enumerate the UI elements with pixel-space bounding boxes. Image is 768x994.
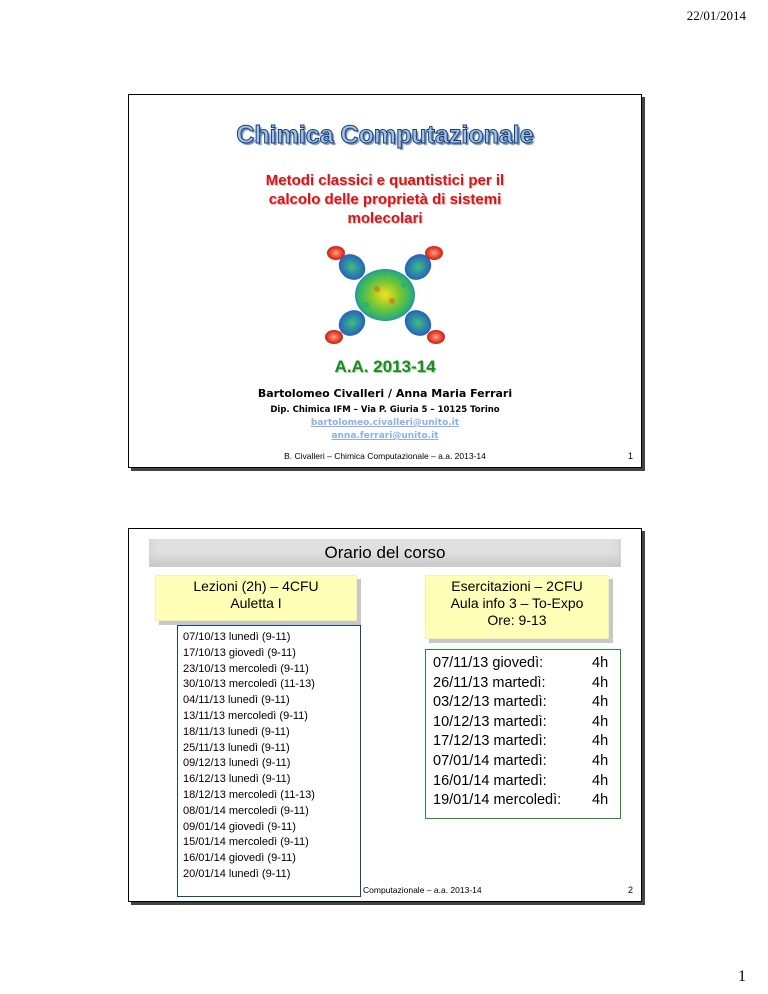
esercitazioni-header-box bbox=[425, 575, 609, 639]
lezioni-list bbox=[177, 625, 361, 897]
list-item: 30/10/13 mercoledì (11-13) bbox=[183, 678, 315, 691]
authors: Bartolomeo Civalleri / Anna Maria Ferrari bbox=[257, 387, 513, 400]
slide-number: 1 bbox=[627, 451, 633, 461]
email-link[interactable]: anna.ferrari@unito.it bbox=[331, 431, 439, 441]
lezioni-header-line: Lezioni (2h) – 4CFU bbox=[193, 578, 319, 594]
list-item: 09/12/13 lunedì (9-11) bbox=[183, 757, 291, 770]
list-item bbox=[433, 654, 620, 674]
slide-2 bbox=[128, 528, 642, 902]
department-address: Dip. Chimica IFM – Via P. Giuria 5 – 10125 Torino bbox=[270, 405, 500, 415]
list-item: 07/10/13 lunedì (9-11) bbox=[183, 631, 291, 643]
session-hours: 4h bbox=[592, 772, 609, 789]
esercitazioni-header-line: Aula info 3 – To-Expo bbox=[450, 595, 584, 611]
molecule-image bbox=[322, 245, 448, 345]
lezioni-header-box bbox=[155, 575, 357, 621]
list-item: 17/10/13 giovedì (9-11) bbox=[183, 646, 296, 659]
session-date: 03/12/13 martedì: bbox=[433, 694, 547, 711]
list-item: 23/10/13 mercoledì (9-11) bbox=[183, 662, 309, 675]
list-item: 04/11/13 lunedì (9-11) bbox=[183, 694, 290, 707]
list-item bbox=[433, 791, 620, 811]
academic-year: A.A. 2013-14 bbox=[334, 357, 436, 376]
list-item: 08/01/14 mercoledì (9-11) bbox=[183, 804, 309, 817]
subtitle-line: molecolari bbox=[347, 210, 423, 227]
list-item bbox=[433, 732, 620, 752]
list-item: 15/01/14 mercoledì (9-11) bbox=[183, 836, 309, 849]
session-hours: 4h bbox=[592, 655, 609, 671]
list-item: 18/11/13 lunedì (9-11) bbox=[183, 725, 290, 738]
esercitazioni-header-line: Ore: 9-13 bbox=[487, 612, 547, 628]
slide-title: Chimica Computazionale bbox=[236, 121, 534, 149]
list-item: 16/12/13 lunedì (9-11) bbox=[183, 773, 291, 786]
session-hours: 4h bbox=[592, 752, 609, 769]
list-item bbox=[433, 772, 620, 792]
slide-title: Orario del corso bbox=[149, 539, 621, 567]
session-date: 10/12/13 martedì: bbox=[433, 713, 547, 730]
session-date: 26/11/13 martedì: bbox=[433, 674, 546, 691]
session-hours: 4h bbox=[592, 792, 609, 809]
slide-footer: B. Civalleri – Chimica Computazionale – a.a. 2013-14 bbox=[284, 451, 486, 461]
session-date: 07/01/14 martedì: bbox=[433, 752, 547, 769]
list-item: 13/11/13 mercoledì (9-11) bbox=[183, 709, 308, 722]
list-item bbox=[433, 693, 620, 713]
page-number: 1 bbox=[738, 968, 746, 985]
lezioni-header-line: Auletta I bbox=[230, 595, 282, 611]
list-item bbox=[433, 674, 620, 694]
session-date: 07/11/13 giovedì: bbox=[433, 655, 544, 671]
subtitle-line: Metodi classici e quantistici per il bbox=[265, 172, 505, 189]
subtitle-line: calcolo delle proprietà di sistemi bbox=[268, 191, 502, 208]
session-hours: 4h bbox=[592, 713, 609, 730]
list-item: 16/01/14 giovedì (9-11) bbox=[183, 852, 296, 865]
slide-number: 2 bbox=[627, 885, 633, 895]
session-date: 19/01/14 mercoledì: bbox=[433, 792, 562, 809]
list-item bbox=[433, 752, 620, 772]
session-date: 17/12/13 martedì: bbox=[433, 733, 547, 750]
slide-subtitle bbox=[209, 171, 561, 228]
slide-1 bbox=[128, 94, 642, 468]
list-item: 18/12/13 mercoledì (11-13) bbox=[183, 788, 315, 801]
email-link[interactable]: bartolomeo.civalleri@unito.it bbox=[310, 418, 460, 428]
list-item bbox=[433, 713, 620, 733]
esercitazioni-header-line: Esercitazioni – 2CFU bbox=[451, 578, 583, 594]
page-date: 22/01/2014 bbox=[686, 8, 746, 23]
session-hours: 4h bbox=[592, 694, 609, 711]
slide-footer: Computazionale – a.a. 2013-14 bbox=[363, 885, 482, 895]
list-item: 09/01/14 giovedì (9-11) bbox=[183, 820, 296, 833]
session-hours: 4h bbox=[592, 733, 609, 750]
esercitazioni-list bbox=[425, 649, 621, 819]
list-item: 25/11/13 lunedì (9-11) bbox=[183, 741, 290, 754]
list-item: 20/01/14 lunedì (9-11) bbox=[183, 867, 291, 880]
session-date: 16/01/14 martedì: bbox=[433, 772, 547, 789]
session-hours: 4h bbox=[592, 674, 609, 691]
